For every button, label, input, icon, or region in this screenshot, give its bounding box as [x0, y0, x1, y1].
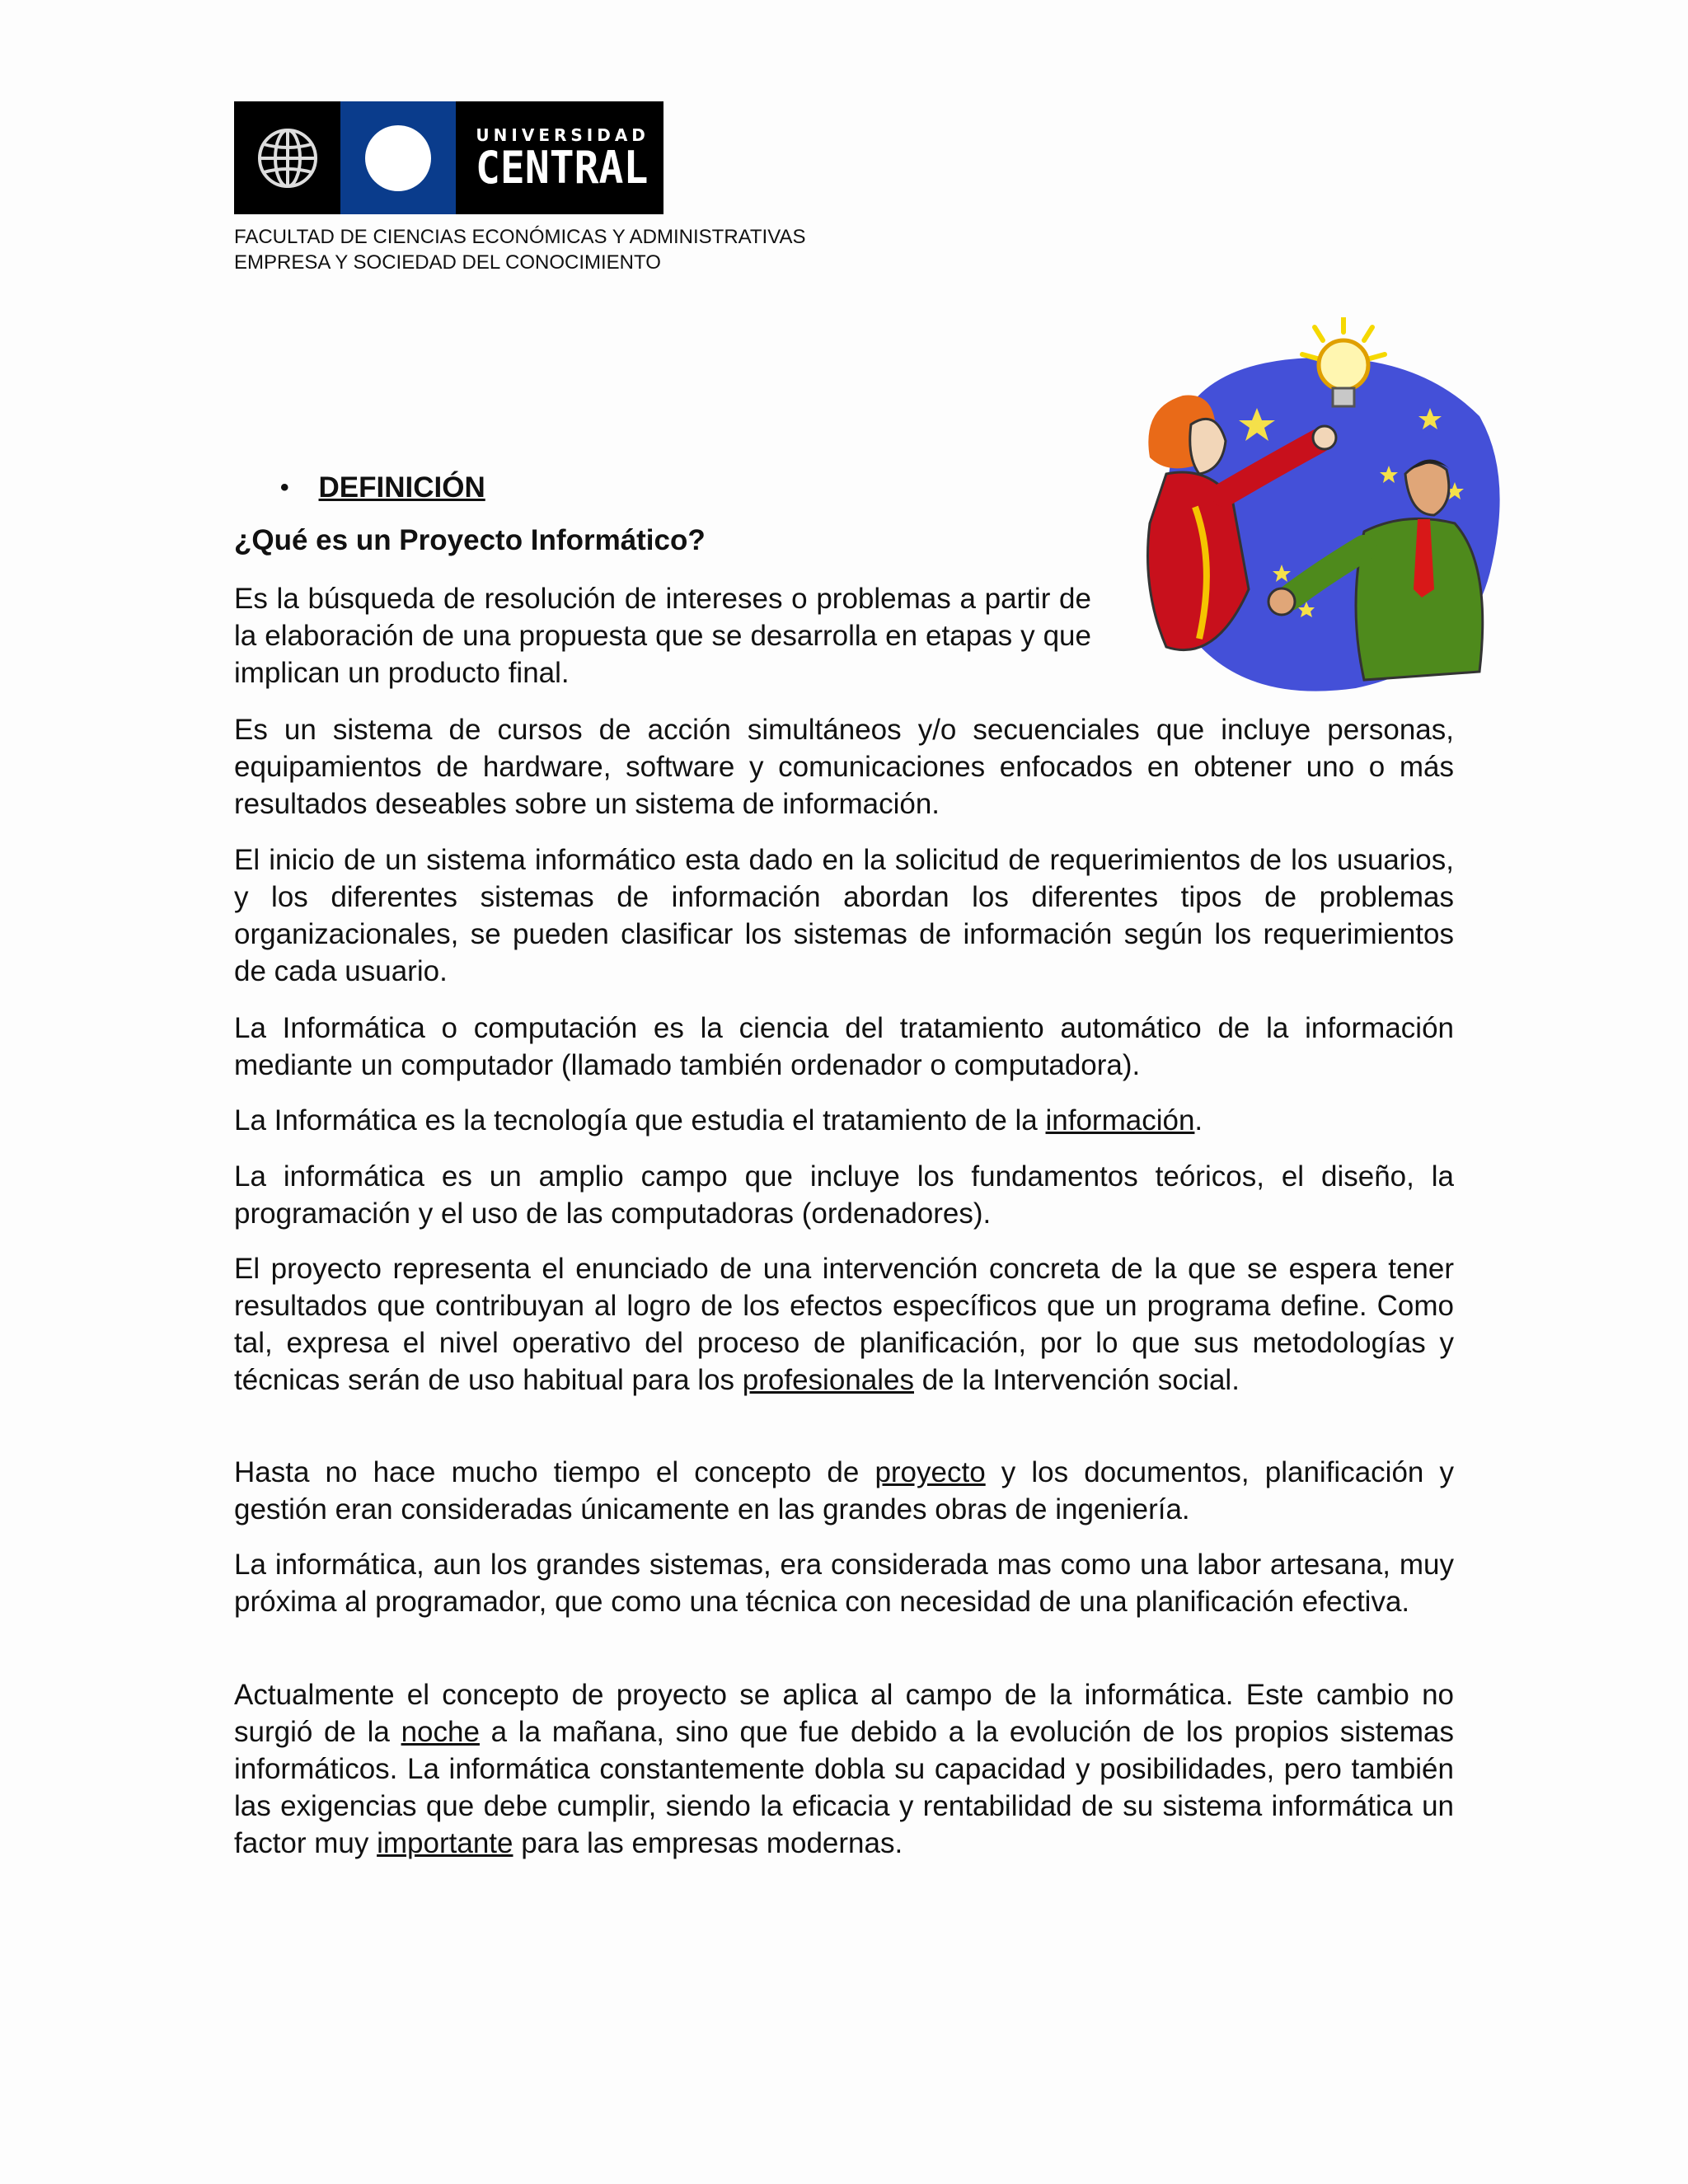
- paragraph-9: La informática, aun los grandes sistemas, era considerada mas como una labor artesana, muy próxima al programador, que como una técnica con necesidad de una planificación efectiva.: [234, 1549, 1454, 1618]
- paragraph-4: La Informática o computación es la ciencia del tratamiento automático de la información mediante un computador (llamado también ordenador o computadora).: [234, 1012, 1454, 1081]
- paragraph-5-end: .: [1194, 1104, 1203, 1137]
- paragraph-10: [234, 1676, 1454, 1862]
- paragraph-10-end: para las empresas modernas.: [513, 1827, 903, 1859]
- paragraph-2: Es un sistema de cursos de acción simultáneos y/o secuenciales que incluye personas, equipamientos de hardware, software y comunicaciones enfocados en obtener uno o más resultados deseables sobre un sistema de información.: [234, 714, 1454, 820]
- paragraph-6: La informática es un amplio campo que incluye los fundamentos teóricos, el diseño, la programación y el uso de las computadoras (ordenadores).: [234, 1160, 1454, 1230]
- link-profesionales[interactable]: profesionales: [742, 1364, 914, 1396]
- link-noche[interactable]: noche: [401, 1716, 480, 1748]
- paragraph-7: [234, 1250, 1454, 1399]
- paragraph-1: Es la búsqueda de resolución de intereses o problemas a partir de la elaboración de una propuesta que se desarrolla en etapas y que implican un producto final.: [234, 583, 1091, 689]
- paragraph-3: El inicio de un sistema informático esta dado en la solicitud de requerimientos de los usuarios, y los diferentes sistemas de información abordan los diferentes tipos de problemas organizacionales, se pueden clasificar los sistemas de información según los requerimientos de cada usuario.: [234, 844, 1454, 987]
- link-proyecto[interactable]: proyecto: [874, 1456, 986, 1488]
- faculty-header: [234, 224, 805, 275]
- paragraph-5-text: La Informática es la tecnología que estudia el tratamiento de la: [234, 1104, 1046, 1137]
- section-heading: [280, 471, 485, 504]
- question-title: ¿Qué es un Proyecto Informático?: [234, 524, 706, 556]
- link-informacion[interactable]: información: [1045, 1104, 1195, 1137]
- paragraph-8: [234, 1454, 1454, 1528]
- department-line: EMPRESA Y SOCIEDAD DEL CONOCIMIENTO: [234, 251, 661, 274]
- paragraph-7-end: de la Intervención social.: [913, 1364, 1240, 1396]
- faculty-line: FACULTAD DE CIENCIAS ECONÓMICAS Y ADMINISTRATIVAS: [234, 226, 806, 248]
- link-importante[interactable]: importante: [377, 1827, 513, 1859]
- paragraph-8-end: y los documentos, planificación y gestión eran consideradas únicamente en las grandes obras de ingeniería.: [234, 1456, 1454, 1526]
- globe-icon: [234, 101, 340, 214]
- paragraph-5: [234, 1102, 1454, 1139]
- paragraph-10-text: Actualmente el concepto de proyecto se aplica al campo de la informática. Este cambio no surgió de la: [234, 1679, 1454, 1748]
- logo-wordmark: [456, 101, 663, 214]
- paragraph-8-text: Hasta no hace mucho tiempo el concepto de: [234, 1456, 875, 1488]
- paragraph-10-mid: a la mañana, sino que fue debido a la evolución de los propios sistemas informáticos. La informática constantemente dobla su capacidad y posibilidades, pero también las exigencias que debe cumplir, siendo la eficacia y rentabilidad de su sistema informática un factor muy: [234, 1716, 1455, 1859]
- white-circle-icon: [340, 101, 456, 214]
- logo-main-text: CENTRAL: [476, 141, 649, 194]
- university-logo: [234, 101, 663, 214]
- logo-sub-text: UNIVERSIDAD: [476, 124, 649, 145]
- bullet-icon: •: [280, 474, 289, 501]
- paragraph-7-text: El proyecto representa el enunciado de una intervención concreta de la que se espera tener resultados que contribuyan al logro de los efectos específicos que un programa define. Como tal, expresa el nivel operativo del proceso de planificación, por lo que sus metodologías y técnicas serán de uso habitual para los: [234, 1253, 1454, 1396]
- people-lightbulb-clipart: [1117, 317, 1512, 705]
- heading-text: DEFINICIÓN: [318, 471, 485, 504]
